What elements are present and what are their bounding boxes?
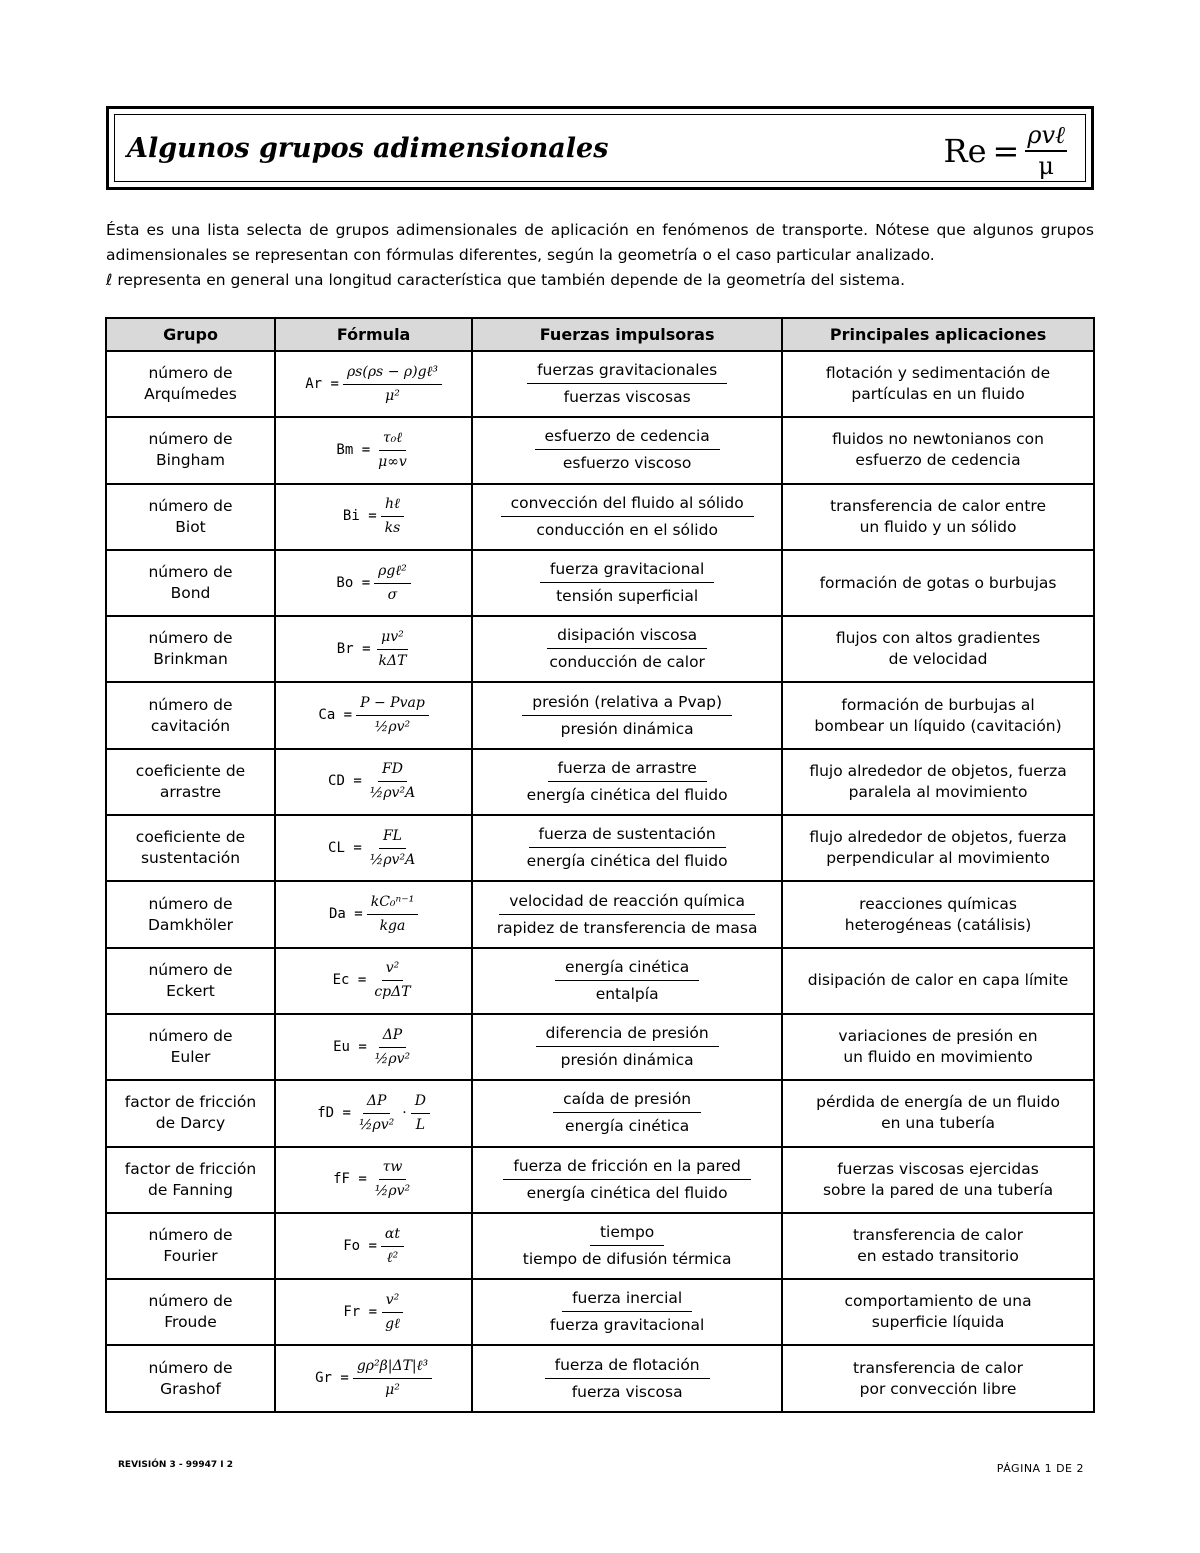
- applications-cell: [782, 1014, 1094, 1080]
- applications-cell: [782, 351, 1094, 417]
- forces-bottom: tensión superficial: [556, 587, 699, 606]
- application-line-1: formación de burbujas al: [841, 695, 1035, 714]
- formula: [343, 1224, 404, 1269]
- header-formula: Fórmula: [275, 318, 472, 351]
- formula-cell: [275, 881, 472, 947]
- formula-denominator: gℓ: [385, 1315, 400, 1332]
- forces-cell: [472, 550, 782, 616]
- group-name-line-2: Brinkman: [153, 650, 228, 669]
- title-box: [106, 106, 1094, 190]
- forces-top: disipación viscosa: [547, 625, 707, 649]
- formula-denominator: ½ρv²: [358, 1116, 395, 1133]
- forces-ratio: [523, 824, 732, 872]
- applications-cell: [782, 682, 1094, 748]
- formula-symbol: CD =: [328, 773, 362, 790]
- forces-ratio: [522, 692, 732, 740]
- page-title: Algunos grupos adimensionales: [127, 133, 609, 164]
- forces-ratio: [540, 559, 714, 607]
- forces-ratio: [546, 1288, 708, 1336]
- formula-extra-denominator: L: [415, 1116, 425, 1133]
- formula-fraction: [356, 693, 429, 738]
- forces-ratio: [527, 360, 727, 408]
- forces-bottom: energía cinética del fluido: [526, 1183, 728, 1202]
- applications-cell: [782, 749, 1094, 815]
- formula: fD = $\frac{\Delta P}{\text{½ρv²}}$ · $\frac{D}{L}$: [317, 1091, 430, 1136]
- application-line-1: formación de gotas o burbujas: [819, 573, 1057, 592]
- group-name-line-2: Arquímedes: [144, 385, 237, 404]
- forces-ratio: [536, 1023, 719, 1071]
- application-line-2: en estado transitorio: [857, 1247, 1019, 1265]
- formula-cell: [275, 948, 472, 1014]
- group-name-line-1: número de: [148, 695, 233, 714]
- table-row: [106, 1279, 1094, 1345]
- formula: [318, 693, 428, 738]
- formula-cell: [275, 682, 472, 748]
- application-line-1: comportamiento de una: [844, 1292, 1032, 1311]
- group-name-line-2: Grashof: [160, 1379, 221, 1398]
- group-name-line-2: Bond: [170, 584, 211, 603]
- group-name-cell: [106, 550, 275, 616]
- forces-ratio: [553, 1089, 701, 1137]
- formula-fraction: [374, 428, 411, 473]
- group-name-line-2: Bingham: [155, 451, 226, 470]
- forces-top: fuerzas gravitacionales: [527, 360, 727, 384]
- application-line-1: reacciones químicas: [859, 894, 1017, 913]
- group-name-line-2: Biot: [175, 517, 206, 536]
- footer-page-number: PÁGINA 1 DE 2: [996, 1462, 1084, 1475]
- group-name-cell: [106, 1279, 275, 1345]
- formula-denominator: σ: [387, 586, 398, 603]
- formula-fraction: [381, 494, 405, 539]
- group-name-line-1: número de: [148, 364, 233, 383]
- dimensionless-groups-table: [105, 317, 1095, 1413]
- forces-top: tiempo: [590, 1222, 664, 1246]
- formula-equals: =: [992, 131, 1020, 170]
- formula-symbol: Bi =: [342, 508, 377, 525]
- forces-top: fuerza de sustentación: [529, 824, 726, 848]
- formula: [333, 1025, 414, 1070]
- group-name-cell: [106, 417, 275, 483]
- group-name-line-1: número de: [148, 960, 233, 979]
- title-inner-border: [114, 114, 1086, 182]
- forces-cell: [472, 749, 782, 815]
- formula: [328, 759, 419, 804]
- table-row: [106, 682, 1094, 748]
- group-name-line-1: número de: [148, 430, 233, 449]
- group-name-line-2: Fourier: [163, 1247, 218, 1265]
- group-name-line-2: Eckert: [166, 981, 215, 1000]
- application-line-1: transferencia de calor: [853, 1358, 1024, 1377]
- applications-cell: [782, 417, 1094, 483]
- group-name-line-2: Euler: [170, 1048, 211, 1067]
- table-row: [106, 484, 1094, 550]
- applications-cell: [782, 815, 1094, 881]
- formula-symbol: Bo =: [336, 574, 371, 591]
- forces-ratio: [535, 426, 720, 474]
- forces-ratio: [555, 957, 699, 1005]
- group-name-line-2: arrastre: [159, 782, 222, 801]
- intro-paragraph-1: Ésta es una lista selecta de grupos adimensionales de aplicación en fenómenos de transporte. Nótese que algunos grupos adimensionales se representan con fórmulas diferentes, según la geometría o el caso particular analizado.: [106, 221, 1094, 264]
- formula-denominator: ℓ²: [386, 1249, 399, 1266]
- applications-cell: [782, 616, 1094, 682]
- formula-cell: [275, 815, 472, 881]
- group-name-line-1: número de: [148, 1292, 233, 1311]
- formula-cell: [275, 351, 472, 417]
- forces-ratio: [519, 1222, 736, 1270]
- application-line-1: pérdida de energía de un fluido: [816, 1093, 1060, 1112]
- formula-fraction: [381, 1290, 404, 1335]
- formula-cell: [275, 1080, 472, 1146]
- forces-top: velocidad de reacción química: [499, 891, 755, 915]
- forces-bottom: rapidez de transferencia de masa: [496, 918, 758, 937]
- forces-ratio: [523, 758, 732, 806]
- formula-numerator: gρ²β|ΔT|ℓ³: [353, 1356, 432, 1379]
- application-line-1: fluidos no newtonianos con: [832, 430, 1044, 449]
- formula-cell: [275, 550, 472, 616]
- formula-denominator: ½ρv²: [374, 1050, 411, 1067]
- formula-extra-fraction: [411, 1091, 430, 1136]
- formula-numerator: ρvℓ: [1025, 121, 1067, 152]
- applications-cell: [782, 1279, 1094, 1345]
- formula: [336, 428, 410, 473]
- forces-top: fuerza de flotación: [545, 1355, 710, 1379]
- formula-numerator: FL: [379, 826, 406, 849]
- formula-symbol: fF =: [333, 1171, 367, 1188]
- application-line-1: flujo alrededor de objetos, fuerza: [809, 828, 1067, 847]
- formula-fraction: [381, 1224, 404, 1269]
- group-name-line-2: cavitación: [150, 716, 231, 735]
- formula: [333, 1157, 414, 1202]
- forces-bottom: energía cinética del fluido: [526, 852, 728, 871]
- formula-cell: [275, 1147, 472, 1213]
- forces-bottom: entalpía: [595, 984, 659, 1003]
- formula-symbol: Ec =: [332, 972, 367, 989]
- application-line-1: flujo alrededor de objetos, fuerza: [809, 761, 1067, 780]
- formula-denominator: ½ρv²A: [369, 785, 416, 802]
- application-line-2: paralela al movimiento: [848, 782, 1028, 801]
- table-row: [106, 1345, 1094, 1411]
- table-row: [106, 1147, 1094, 1213]
- formula: [315, 1356, 432, 1401]
- forces-top: esfuerzo de cedencia: [535, 426, 720, 450]
- group-name-line-1: factor de fricción: [124, 1093, 257, 1112]
- group-name-line-1: número de: [148, 563, 233, 582]
- formula-denominator: ½ρv²A: [369, 851, 416, 868]
- applications-cell: [782, 1345, 1094, 1411]
- table-row: [106, 616, 1094, 682]
- forces-top: fuerza de arrastre: [548, 758, 707, 782]
- table-row: [106, 749, 1094, 815]
- formula-numerator: FD: [378, 759, 407, 782]
- group-name-line-1: coeficiente de: [135, 828, 246, 847]
- application-line-2: por convección libre: [859, 1379, 1017, 1398]
- group-name-line-1: número de: [148, 1226, 233, 1244]
- forces-cell: [472, 1279, 782, 1345]
- group-name-line-1: número de: [148, 496, 233, 515]
- group-name-line-1: número de: [148, 1027, 233, 1046]
- formula-cell: [275, 1345, 472, 1411]
- group-name-cell: [106, 682, 275, 748]
- group-name-cell: [106, 1147, 275, 1213]
- formula-cell: [275, 484, 472, 550]
- table-row: [106, 1213, 1094, 1279]
- table-header-row: [106, 318, 1094, 351]
- forces-bottom: presión dinámica: [560, 719, 694, 738]
- formula-symbol: Br =: [336, 640, 371, 657]
- group-name-cell: [106, 1345, 275, 1411]
- applications-cell: [782, 1080, 1094, 1146]
- formula-fraction: [371, 1025, 414, 1070]
- forces-bottom: conducción en el sólido: [536, 520, 718, 539]
- group-name-cell: [106, 1213, 275, 1279]
- table-row: [106, 1014, 1094, 1080]
- forces-top: energía cinética: [555, 957, 699, 981]
- forces-ratio: [501, 493, 754, 541]
- formula-symbol: Da =: [329, 906, 363, 923]
- applications-cell: [782, 948, 1094, 1014]
- group-name-cell: [106, 881, 275, 947]
- formula-numerator: τw: [379, 1157, 407, 1180]
- formula-cell: [275, 616, 472, 682]
- header-aplicaciones: Principales aplicaciones: [782, 318, 1094, 351]
- group-name-line-2: sustentación: [140, 849, 241, 868]
- formula-numerator: hℓ: [381, 494, 404, 517]
- forces-ratio: [545, 625, 709, 673]
- applications-cell: [782, 881, 1094, 947]
- formula-numerator: ρs(ρs − ρ)gℓ³: [343, 362, 442, 385]
- group-name-line-2: de Darcy: [155, 1114, 226, 1133]
- forces-bottom: fuerzas viscosas: [563, 388, 691, 407]
- group-name-line-2: Damkhöler: [147, 915, 234, 934]
- forces-cell: [472, 1213, 782, 1279]
- group-name-cell: [106, 1014, 275, 1080]
- formula-cell: [275, 749, 472, 815]
- forces-ratio: [503, 1156, 751, 1204]
- forces-bottom: fuerza gravitacional: [549, 1316, 705, 1335]
- formula-symbol: Bm =: [336, 441, 371, 458]
- forces-top: convección del fluido al sólido: [501, 493, 754, 517]
- formula-symbol: CL =: [328, 839, 362, 856]
- forces-cell: [472, 616, 782, 682]
- formula-fraction: [343, 362, 442, 407]
- forces-cell: [472, 1147, 782, 1213]
- application-line-2: esfuerzo de cedencia: [855, 451, 1021, 470]
- formula-numerator: ρgℓ²: [374, 561, 411, 584]
- formula-extra-numerator: D: [411, 1091, 430, 1114]
- header-grupo: Grupo: [106, 318, 275, 351]
- application-line-1: flujos con altos gradientes: [835, 629, 1041, 648]
- formula-symbol: Eu =: [333, 1038, 367, 1055]
- formula-cell: [275, 417, 472, 483]
- formula-fraction: [366, 759, 419, 804]
- formula-denominator: ½ρv²: [374, 1183, 411, 1200]
- intro-paragraph-2: ℓ representa en general una longitud característica que también depende de la geometría del sistema.: [106, 271, 905, 289]
- formula-fraction: [375, 627, 411, 672]
- forces-bottom: energía cinética del fluido: [526, 785, 728, 804]
- group-name-cell: [106, 815, 275, 881]
- application-line-1: transferencia de calor entre: [830, 496, 1046, 515]
- formula-symbol: fD =: [317, 1104, 351, 1121]
- forces-top: presión (relativa a Pvap): [522, 692, 732, 716]
- formula: [305, 362, 442, 407]
- formula-symbol: Ca =: [318, 707, 353, 724]
- forces-bottom: energía cinética: [565, 1117, 690, 1136]
- forces-cell: [472, 1345, 782, 1411]
- formula-cell: [275, 1213, 472, 1279]
- intro-text: [106, 218, 1094, 293]
- application-line-1: transferencia de calor: [853, 1226, 1024, 1244]
- forces-top: fuerza gravitacional: [540, 559, 714, 583]
- table-row: [106, 417, 1094, 483]
- forces-cell: [472, 1080, 782, 1146]
- forces-cell: [472, 682, 782, 748]
- formula-symbol: Ar =: [305, 375, 339, 392]
- formula-fraction: [370, 958, 414, 1003]
- group-name-line-1: número de: [148, 629, 233, 648]
- application-line-2: partículas en un fluido: [851, 385, 1025, 404]
- forces-cell: [472, 815, 782, 881]
- group-name-line-1: número de: [148, 1358, 233, 1377]
- formula-denominator: μ²: [385, 1382, 400, 1399]
- formula-cell: [275, 1279, 472, 1345]
- application-line-1: flotación y sedimentación de: [825, 364, 1051, 383]
- formula-numerator: ΔP: [379, 1025, 407, 1048]
- forces-cell: [472, 881, 782, 947]
- forces-bottom: fuerza viscosa: [571, 1382, 683, 1401]
- application-line-2: perpendicular al movimiento: [826, 849, 1050, 868]
- reynolds-formula: [943, 121, 1067, 180]
- table-row: [106, 948, 1094, 1014]
- forces-bottom: presión dinámica: [560, 1051, 694, 1070]
- table-row: [106, 550, 1094, 616]
- application-line-1: variaciones de presión en: [838, 1027, 1038, 1046]
- applications-cell: [782, 550, 1094, 616]
- table-row: [106, 1080, 1094, 1146]
- formula-numerator: ΔP: [363, 1091, 391, 1114]
- forces-cell: [472, 417, 782, 483]
- applications-cell: [782, 484, 1094, 550]
- formula: [333, 958, 415, 1003]
- formula-denominator: μ: [1038, 152, 1054, 180]
- table-row: [106, 881, 1094, 947]
- forces-bottom: esfuerzo viscoso: [562, 454, 692, 473]
- formula-symbol: Gr =: [315, 1370, 349, 1387]
- forces-bottom: tiempo de difusión térmica: [522, 1250, 732, 1268]
- application-line-1: disipación de calor en capa límite: [807, 971, 1069, 990]
- group-name-line-1: número de: [148, 894, 233, 913]
- forces-top: caída de presión: [553, 1089, 701, 1113]
- formula: [343, 1290, 404, 1335]
- formula-numerator: kC₀ⁿ⁻¹: [367, 892, 418, 915]
- formula-denominator: ½ρv²: [374, 719, 411, 736]
- forces-top: fuerza inercial: [562, 1288, 692, 1312]
- formula-numerator: v²: [382, 958, 404, 981]
- footer-revision: REVISIÓN 3 - 99947 I 2: [118, 1460, 233, 1470]
- formula-symbol: Fr =: [343, 1303, 378, 1320]
- application-line-2: superficie líquida: [871, 1313, 1005, 1332]
- formula-denominator: μ∞v: [378, 453, 407, 470]
- formula-fraction: [1025, 121, 1067, 180]
- formula: [328, 826, 419, 871]
- table-row: [106, 815, 1094, 881]
- forces-cell: [472, 1014, 782, 1080]
- formula-numerator: τ₀ℓ: [379, 428, 406, 451]
- group-name-line-2: Froude: [164, 1313, 217, 1332]
- formula-fraction: [366, 826, 419, 871]
- formula-fraction: [355, 1091, 398, 1136]
- group-name-cell: [106, 749, 275, 815]
- group-name-cell: [106, 948, 275, 1014]
- forces-cell: [472, 484, 782, 550]
- formula-numerator: αt: [381, 1224, 404, 1247]
- formula: [343, 494, 404, 539]
- forces-ratio: [493, 891, 762, 939]
- formula-denominator: μ²: [385, 387, 400, 404]
- formula: [329, 892, 418, 937]
- group-name-line-1: factor de fricción: [124, 1159, 257, 1178]
- forces-top: diferencia de presión: [536, 1023, 719, 1047]
- formula-numerator: P − Pvap: [356, 693, 429, 716]
- formula-symbol: Fo =: [343, 1237, 377, 1254]
- formula-fraction: [367, 892, 418, 937]
- table-row: [106, 351, 1094, 417]
- formula-numerator: v²: [382, 1290, 404, 1313]
- application-line-2: un fluido en movimiento: [843, 1048, 1033, 1067]
- forces-top: fuerza de fricción en la pared: [503, 1156, 751, 1180]
- application-line-2: heterogéneas (catálisis): [844, 915, 1032, 934]
- group-name-line-2: de Fanning: [148, 1180, 233, 1199]
- formula: [337, 627, 411, 672]
- formula-denominator: kΔT: [378, 652, 407, 669]
- formula-denominator: cpΔT: [374, 984, 411, 1001]
- application-line-2: sobre la pared de una tubería: [822, 1180, 1054, 1199]
- application-line-2: de velocidad: [888, 650, 988, 669]
- forces-cell: [472, 351, 782, 417]
- application-line-2: en una tubería: [881, 1114, 995, 1133]
- group-name-cell: [106, 616, 275, 682]
- formula-fraction: [353, 1356, 432, 1401]
- group-name-line-1: coeficiente de: [135, 761, 246, 780]
- formula-fraction: [371, 1157, 414, 1202]
- forces-bottom: conducción de calor: [549, 653, 705, 672]
- formula-denominator: kga: [379, 918, 406, 935]
- forces-cell: [472, 948, 782, 1014]
- formula-lhs: Re: [943, 131, 987, 170]
- group-name-cell: [106, 1080, 275, 1146]
- group-name-cell: [106, 351, 275, 417]
- formula-numerator: μv²: [377, 627, 408, 650]
- applications-cell: [782, 1213, 1094, 1279]
- application-line-2: un fluido y un sólido: [859, 517, 1017, 536]
- applications-cell: [782, 1147, 1094, 1213]
- header-fuerzas: Fuerzas impulsoras: [472, 318, 782, 351]
- application-line-2: bombear un líquido (cavitación): [814, 716, 1062, 735]
- formula: [336, 561, 410, 606]
- application-line-1: fuerzas viscosas ejercidas: [837, 1159, 1039, 1178]
- group-name-cell: [106, 484, 275, 550]
- forces-ratio: [545, 1355, 710, 1403]
- formula-fraction: [374, 561, 411, 606]
- formula-denominator: ks: [384, 520, 401, 537]
- formula-cell: [275, 1014, 472, 1080]
